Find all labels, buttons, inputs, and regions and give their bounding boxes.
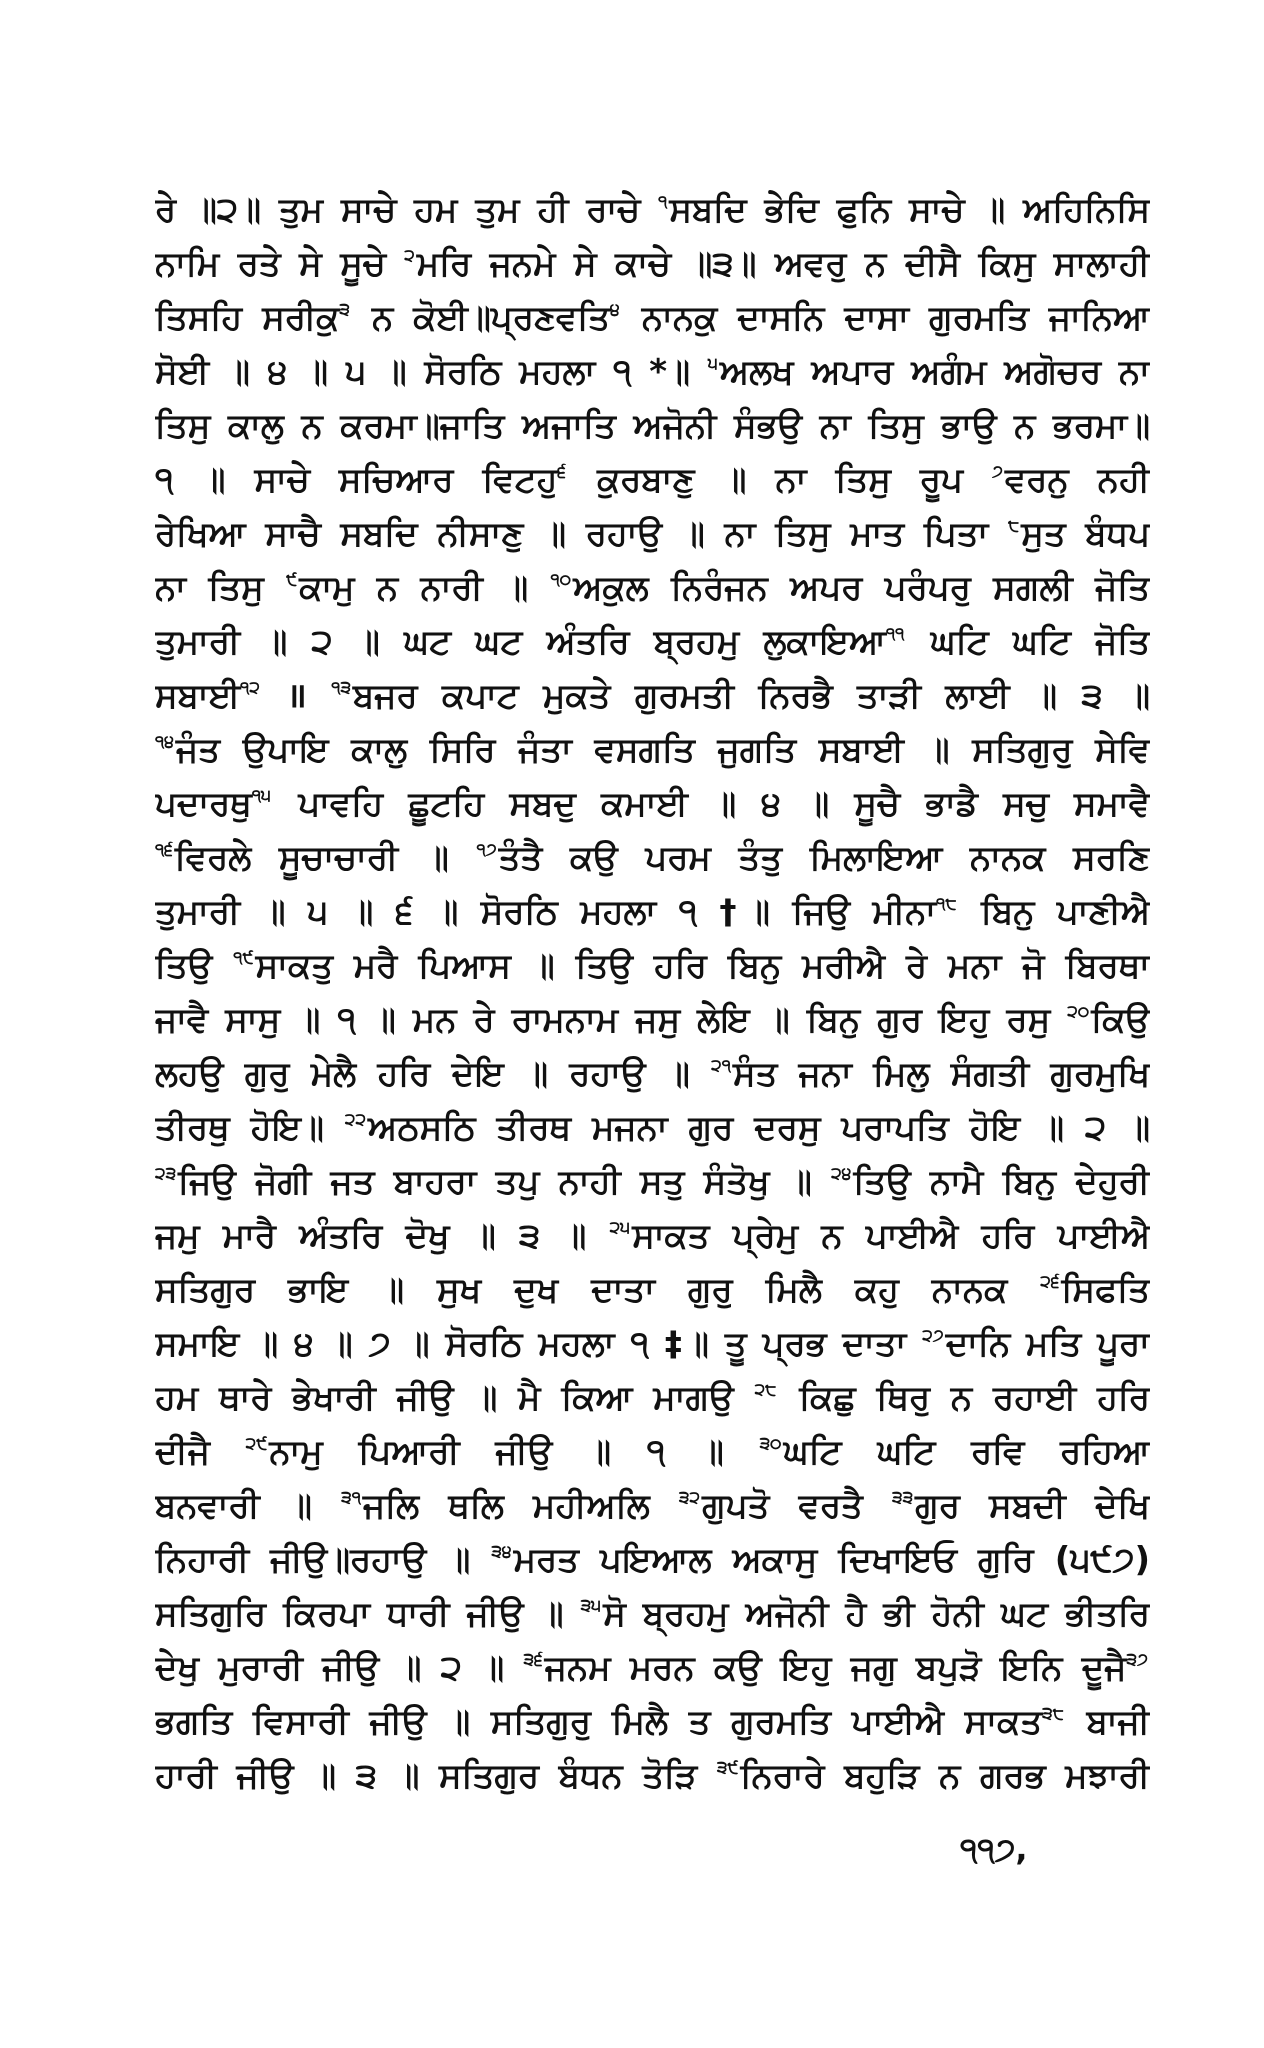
text-line xyxy=(155,291,1150,345)
line-text: ਪਾਵਹਿ ਛੂਟਹਿ ਸਬਦੁ ਕਮਾਈ ॥ ੪ ॥ ਸੂਚੈ ਭਾਡੈ ਸਚੁ ਸਮਾਵੈ xyxy=(273,784,1150,824)
line-text: ਕਾਮੁ ਨ ਨਾਰੀ ॥ xyxy=(299,568,551,608)
footnote-marker: ੨੦ xyxy=(1067,1002,1090,1022)
line-text: ਬਾਜੀ xyxy=(1065,1702,1150,1742)
line-text: ਸੁਤ ਬੰਧਪ xyxy=(1021,514,1150,554)
line-text: ਤੁਮਾਰੀ ॥ ੨ ॥ ਘਟ ਘਟ ਅੰਤਰਿ ਬ੍ਰਹਮੁ ਲੁਕਾਇਆ xyxy=(155,622,886,662)
line-text: ਮਰਿ ਜਨਮੇ ਸੇ ਕਾਚੇ ॥੩॥ ਅਵਰੁ ਨ ਦੀਸੈ ਕਿਸੁ ਸਾਲਾਹੀ xyxy=(416,244,1150,284)
line-text: ਬਿਨੁ ਪਾਣੀਐ xyxy=(958,892,1150,932)
footnote-marker: ੩੫ xyxy=(580,1596,602,1616)
footnote-marker: ੨੬ xyxy=(1040,1272,1060,1292)
line-text: ਘਟਿ ਘਟਿ ਰਵਿ ਰਹਿਆ xyxy=(783,1432,1150,1472)
footnote-marker: ੯ xyxy=(286,570,298,590)
line-text: ਸੋਈ ॥ ੪ ॥ ੫ ॥ ਸੋਰਠਿ ਮਹਲਾ ੧ *॥ xyxy=(155,352,708,392)
text-line xyxy=(155,507,1150,561)
line-text: ਕੁਰਬਾਣੁ ॥ ਨਾ ਤਿਸੁ ਰੂਪ xyxy=(568,460,992,500)
footnote-marker: ੪ xyxy=(610,300,620,320)
line-text: ਮਰਤ ਪਇਆਲ ਅਕਾਸੁ ਦਿਖਾਇਓ ਗੁਰਿ (੫੯੭) xyxy=(513,1540,1150,1580)
line-text: ਲਹਉ ਗੁਰੁ ਮੇਲੈ ਹਰਿ ਦੇਇ ॥ ਰਹਾਉ ॥ xyxy=(155,1054,712,1094)
footnote-marker: ੨੩ xyxy=(155,1164,177,1184)
text-line xyxy=(155,615,1150,669)
line-text: ਘਟਿ ਘਟਿ ਜੋਤਿ xyxy=(906,622,1150,662)
footnote-marker: ੨੫ xyxy=(609,1218,631,1238)
line-text: ਤਿਉ xyxy=(155,946,234,986)
text-line xyxy=(155,453,1150,507)
line-text: ਗੁਰ ਸਬਦੀ ਦੇਖਿ xyxy=(915,1486,1150,1526)
text-line xyxy=(155,237,1150,291)
text-line xyxy=(155,993,1150,1047)
line-text: ਜਨਮ ਮਰਨ ਕਉ ਇਹੁ ਜਗੁ ਬਪੁੜੋ ਇਨਿ ਦੂਜੈ xyxy=(544,1648,1127,1688)
line-text: ਸਤਿਗੁਰ ਭਾਇ ॥ ਸੁਖ ਦੁਖ ਦਾਤਾ ਗੁਰੁ ਮਿਲੈ ਕਹੁ ਨਾਨਕ xyxy=(155,1270,1041,1310)
line-text: ਸਮਾਇ ॥ ੪ ॥ ੭ ॥ ਸੋਰਠਿ ਮਹਲਾ ੧ ‡॥ ਤੂ ਪ੍ਰਭ ਦਾਤਾ xyxy=(155,1324,923,1364)
footnote-marker: ੫ xyxy=(707,354,718,374)
footnote-marker: ੨੨ xyxy=(344,1110,367,1130)
line-text: ਅਕੁਲ ਨਿਰੰਜਨ ਅਪਰ ਪਰੰਪਰੁ ਸਗਲੀ ਜੋਤਿ xyxy=(573,568,1150,608)
text-line xyxy=(155,1263,1150,1317)
line-text: ਭਗਤਿ ਵਿਸਾਰੀ ਜੀਉ ॥ ਸਤਿਗੁਰੁ ਮਿਲੈ ਤ ਗੁਰਮਤਿ ਪਾਈਐ ਸਾਕਤ xyxy=(155,1702,1043,1742)
line-text: ਨਿਰਾਰੇ ਬਹੁੜਿ ਨ ਗਰਭ ਮਝਾਰੀ xyxy=(740,1756,1150,1796)
line-text: ਤਿਉ ਨਾਮੈ ਬਿਨੁ ਦੇਹੁਰੀ xyxy=(853,1162,1150,1202)
footnote-marker: ੨੧ xyxy=(711,1056,731,1076)
line-text: ਤੁਮਾਰੀ ॥ ੫ ॥ ੬ ॥ ਸੋਰਠਿ ਮਹਲਾ ੧ †॥ ਜਿਉ ਮੀਨਾ xyxy=(155,892,937,932)
footnote-marker: ੩੧ xyxy=(341,1488,361,1508)
line-text: ਪਦਾਰਥੁ xyxy=(155,784,252,824)
footnote-marker: ੧੨ xyxy=(240,678,260,698)
text-line xyxy=(155,1749,1150,1803)
line-text: ਕਿਉ xyxy=(1091,1000,1150,1040)
text-line xyxy=(155,885,1150,939)
line-text: ਨਾਮਿ ਰਤੇ ਸੇ ਸੂਚੇ xyxy=(155,244,405,284)
footnote-marker: ੨੮ xyxy=(754,1380,777,1400)
line-text: ਸੰਤ ਜਨਾ ਮਿਲੁ ਸੰਗਤੀ ਗੁਰਮੁਖਿ xyxy=(732,1054,1150,1094)
footnote-marker: ੧੦ xyxy=(550,570,572,590)
footnote-marker: ੨ xyxy=(404,246,415,266)
page-number: ੧੧੭, xyxy=(960,1830,1028,1868)
footnote-marker: ੧੪ xyxy=(155,732,175,752)
line-text: ਦਾਨਿ ਮਤਿ ਪੂਰਾ xyxy=(945,1324,1150,1364)
line-text: ਹਮ ਥਾਰੇ ਭੇਖਾਰੀ ਜੀਉ ॥ ਮੈ ਕਿਆ ਮਾਗਉ xyxy=(155,1378,755,1418)
text-line xyxy=(155,1209,1150,1263)
line-text: ਤੰਤੈ ਕਉ ਪਰਮ ਤੰਤੁ ਮਿਲਾਇਆ ਨਾਨਕ ਸਰਣਿ xyxy=(498,838,1150,878)
line-text: ਬਜਰ ਕਪਾਟ ਮੁਕਤੇ ਗੁਰਮਤੀ ਨਿਰਭੈ ਤਾੜੀ ਲਾਈ ॥ ੩ ॥ xyxy=(353,676,1150,716)
text-line xyxy=(155,1317,1150,1371)
line-text: ਸੋ ਬ੍ਰਹਮੁ ਅਜੋਨੀ ਹੈ ਭੀ ਹੋਨੀ ਘਟ ਭੀਤਰਿ xyxy=(603,1594,1150,1634)
text-line xyxy=(155,1641,1150,1695)
footnote-marker: ੩ xyxy=(339,300,350,320)
line-text: ਕਿਛੁ ਥਿਰੁ ਨ ਰਹਾਈ ਹਰਿ xyxy=(778,1378,1150,1418)
footnote-marker: ੨੭ xyxy=(922,1326,944,1346)
line-text: ਰੇਖਿਆ ਸਾਚੈ ਸਬਦਿ ਨੀਸਾਣੁ ॥ ਰਹਾਉ ॥ ਨਾ ਤਿਸੁ ਮਾਤ ਪਿਤਾ xyxy=(155,514,1009,554)
text-line xyxy=(155,1533,1150,1587)
text-line xyxy=(155,1101,1150,1155)
footnote-marker: ੩੬ xyxy=(523,1650,543,1670)
footnote-marker: ੬ xyxy=(557,462,567,482)
footnote-marker: ੩੪ xyxy=(491,1542,512,1562)
text-line xyxy=(155,1695,1150,1749)
line-text: ਤਿਸੁ ਕਾਲੁ ਨ ਕਰਮਾ॥ਜਾਤਿ ਅਜਾਤਿ ਅਜੋਨੀ ਸੰਭਉ ਨਾ ਤਿਸੁ ਭਾਉ ਨ ਭਰਮਾ॥ xyxy=(155,406,1150,446)
footnote-marker: ੩੮ xyxy=(1042,1704,1064,1724)
line-text: ਸਬਾਈ xyxy=(155,676,241,716)
footnote-marker: ੧੧ xyxy=(885,624,905,644)
line-text: ਬਨਵਾਰੀ ॥ xyxy=(155,1486,342,1526)
line-text: ਹਾਰੀ ਜੀਉ ॥ ੩ ॥ ਸਤਿਗੁਰ ਬੰਧਨ ਤੋੜਿ xyxy=(155,1756,717,1796)
text-line xyxy=(155,399,1150,453)
line-text: ਸਾਕਤ ਪ੍ਰੇਮੁ ਨ ਪਾਈਐ ਹਰਿ ਪਾਈਐ xyxy=(632,1216,1150,1256)
line-text: ਸਾਕਤੁ ਮਰੈ ਪਿਆਸ ॥ ਤਿਉ ਹਰਿ ਬਿਨੁ ਮਰੀਐ ਰੇ ਮਨਾ ਜੋ ਬਿਰਥਾ xyxy=(255,946,1150,986)
line-text: ਸਿਫਤਿ xyxy=(1061,1270,1150,1310)
line-text: ੧ ॥ ਸਾਚੇ ਸਚਿਆਰ ਵਿਟਹੁ xyxy=(155,460,558,500)
line-text: ਤੀਰਥੁ ਹੋਇ॥ xyxy=(155,1108,345,1148)
footnote-marker: ੨੪ xyxy=(831,1164,852,1184)
text-line xyxy=(155,183,1150,237)
text-line xyxy=(155,1425,1150,1479)
line-text: ਗੁਪਤੋ ਵਰਤੈ xyxy=(702,1486,893,1526)
footnote-marker: ੧੫ xyxy=(251,786,272,806)
line-text: ਵਿਰਲੇ ਸੂਚਾਚਾਰੀ ॥ xyxy=(174,838,477,878)
text-line xyxy=(155,345,1150,399)
text-line xyxy=(155,1155,1150,1209)
line-text: ਰੇ ॥੨॥ ਤੁਮ ਸਾਚੇ ਹਮ ਤੁਮ ਹੀ ਰਾਚੇ xyxy=(155,190,659,230)
line-text: ਦੇਖੁ ਮੁਰਾਰੀ ਜੀਉ ॥ ੨ ॥ xyxy=(155,1648,524,1688)
line-text: ਨਾਨਕੁ ਦਾਸਨਿ ਦਾਸਾ ਗੁਰਮਤਿ ਜਾਨਿਆ xyxy=(621,298,1150,338)
footnote-marker: ੩੩ xyxy=(892,1488,914,1508)
text-line xyxy=(155,561,1150,615)
gurbani-text-block xyxy=(155,183,1150,1803)
text-line xyxy=(155,1371,1150,1425)
footnote-marker: ੧੮ xyxy=(936,894,957,914)
footnote-marker: ੭ xyxy=(992,462,1003,482)
line-text: ਨ ਕੋਈ॥ਪ੍ਰਣਵਤਿ xyxy=(351,298,611,338)
text-line xyxy=(155,669,1150,723)
line-text: ਜਮੁ ਮਾਰੈ ਅੰਤਰਿ ਦੋਖੁ ॥ ੩ ॥ xyxy=(155,1216,610,1256)
footnote-marker: ੧੯ xyxy=(233,948,254,968)
text-line xyxy=(155,723,1150,777)
line-text: ਅਠਸਠਿ ਤੀਰਥ ਮਜਨਾ ਗੁਰ ਦਰਸੁ ਪਰਾਪਤਿ ਹੋਇ ॥ ੨ ॥ xyxy=(368,1108,1150,1148)
text-line xyxy=(155,1479,1150,1533)
line-text: ਜਿਉ ਜੋਗੀ ਜਤ ਬਾਹਰਾ ਤਪੁ ਨਾਹੀ ਸਤੁ ਸੰਤੋਖੁ ॥ xyxy=(178,1162,832,1202)
line-text: ਤਿਸਹਿ ਸਰੀਕੁ xyxy=(155,298,340,338)
line-text: ਨਾਮੁ ਪਿਆਰੀ ਜੀਉ ॥ ੧ ॥ xyxy=(269,1432,760,1472)
text-line xyxy=(155,831,1150,885)
footnote-marker: ੩੯ xyxy=(716,1758,739,1778)
text-line xyxy=(155,777,1150,831)
line-text: ॥ xyxy=(261,676,332,716)
line-text: ਜੰਤ ਉਪਾਇ ਕਾਲੁ ਸਿਰਿ ਜੰਤਾ ਵਸਗਤਿ ਜੁਗਤਿ ਸਬਾਈ ॥ ਸਤਿਗੁਰੁ ਸੇਵਿ xyxy=(176,730,1150,770)
footnote-marker: ੩੨ xyxy=(678,1488,701,1508)
line-text: ਨਿਹਾਰੀ ਜੀਉ॥ਰਹਾਉ ॥ xyxy=(155,1540,492,1580)
line-text: ਦੀਜੈ xyxy=(155,1432,246,1472)
line-text: ਅਲਖ ਅਪਾਰ ਅਗੰਮ ਅਗੋਚਰ ਨਾ xyxy=(719,352,1150,392)
line-text: ਜਾਵੈ ਸਾਸੁ ॥ ੧ ॥ ਮਨ ਰੇ ਰਾਮਨਾਮ ਜਸੁ ਲੇਇ ॥ ਬਿਨੁ ਗੁਰ ਇਹੁ ਰਸੁ xyxy=(155,1000,1068,1040)
footnote-marker: ੧੭ xyxy=(476,840,497,860)
text-line xyxy=(155,939,1150,993)
line-text: ਸਬਦਿ ਭੇਦਿ ਫੁਨਿ ਸਾਚੇ ॥ ਅਹਿਨਿਸਿ xyxy=(669,190,1150,230)
footnote-marker: ੮ xyxy=(1008,516,1020,536)
text-line xyxy=(155,1047,1150,1101)
line-text: ਨਾ ਤਿਸੁ xyxy=(155,568,287,608)
line-text: ਸਤਿਗੁਰਿ ਕਿਰਪਾ ਧਾਰੀ ਜੀਉ ॥ xyxy=(155,1594,581,1634)
footnote-marker: ੨੯ xyxy=(245,1434,268,1454)
footnote-marker: ੩੭ xyxy=(1126,1650,1148,1670)
footnote-marker: ੧੩ xyxy=(331,678,352,698)
footnote-marker: ੩੦ xyxy=(759,1434,782,1454)
line-text: ਵਰਨੁ ਨਹੀ xyxy=(1004,460,1150,500)
line-text: ਜਲਿ ਥਲਿ ਮਹੀਅਲਿ xyxy=(362,1486,679,1526)
footnote-marker: ੧੬ xyxy=(155,840,173,860)
footnote-marker: ੧ xyxy=(658,192,668,212)
text-line xyxy=(155,1587,1150,1641)
